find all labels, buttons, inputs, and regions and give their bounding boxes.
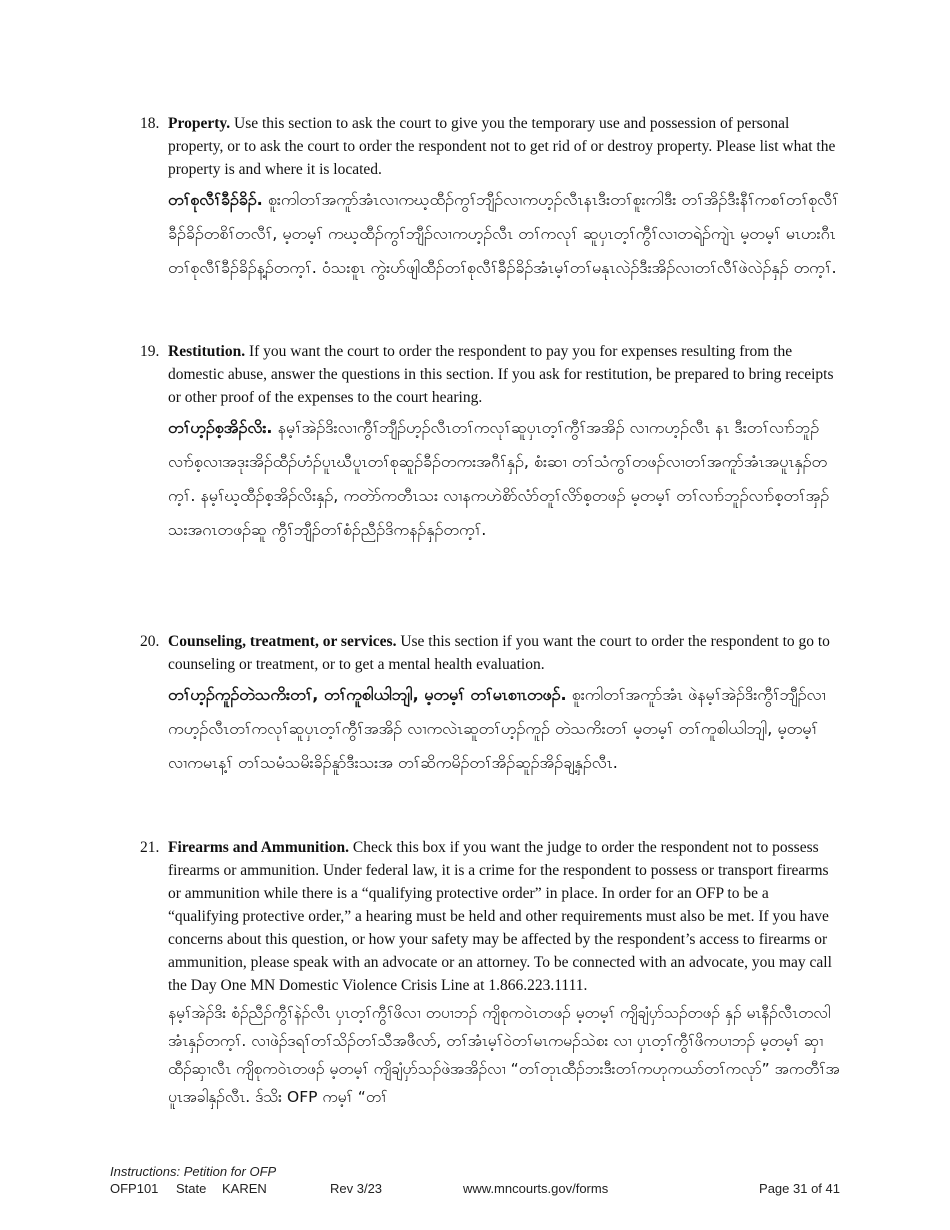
section-number: 19. [140, 343, 160, 360]
section-title: Restitution. [168, 343, 246, 360]
karen-title: တၢ်ဟ့ၣ်ကူၣ်တဲသကိးတၢ်, တၢ်ကူစါယါဘျါ, မ့တမ့ၢ် တၢ်မၤစၢၤတဖၣ်. [168, 685, 567, 704]
english-text: Use this section if you want the court to order the respondent to go to counseling or treatment, or to get a mental health evaluation. [168, 633, 830, 673]
footer-language: KAREN [222, 1181, 267, 1196]
footer-page-number: Page 31 of 41 [759, 1181, 840, 1196]
section-title: Counseling, treatment, or services. [168, 633, 397, 650]
section-19-restitution [140, 340, 840, 547]
section-number: 21. [140, 839, 160, 856]
karen-text: စူးကါတၢ်အကူာ်အံၤလၢကဃ့ထီၣ်ကွၢ်ဘျီၣ်လၢကဟ့ၣ်လီၤနၤဒီးတၢ်စူးကါဒီး တၢ်အိၣ်ဒီးနီၢ်ကစၢ်တၢ်စုလီၢ်ခီၣ်ခိၣ်တစိၢ်တလီၢ်, မ့တမ့ၢ် ကဃ့ထီၣ်ကွၢ်ဘျီၣ်လၢကဟ့ၣ်လီၤ တၢ်ကလုၢ် ဆူပှၤတ့ၢ်ကွီၢ်လၢတရဲၣ်ကျဲၤ မ့တမ့ၢ် မၤဟးဂီၤတၢ်စုလီၢ်ခီၣ်ခိၣ်န့ၣ်တက့ၢ်. ဝံသးစူၤ ကွဲးဟ်ဖျါထီၣ်တၢ်စုလီၢ်ခီၣ်ခိၣ်အံၤမ့ၢ်တၢ်မနုၤလဲၣ်ဒီးအိၣ်လၢတၢ်လီၢ်ဖဲလဲၣ်နှၣ် တက့ၢ်. [168, 190, 839, 277]
english-text: Check this box if you want the judge to order the respondent not to possess firearms or ammunition. Under federal law, it is a crime for the respondent to possess or transport firearms or ammunition while there is a “qualifying protective order” in place. In order for an OFP to be a “qualifying protective order,” a hearing must be held and other requirements must also be met. If you have concerns about this question, or how your safety may be affected by the respondent’s access to firearms or ammunition, please speak with an advocate or an attorney. To be connected with an advocate, you may call the Day One MN Domestic Violence Crisis Line at 1.866.223.1111. [168, 839, 832, 994]
karen-paragraph [168, 411, 840, 547]
section-21-firearms [140, 836, 840, 1111]
karen-title: တၢ်စုလီၢ်ခီၣ်ခိၣ်. [168, 190, 263, 209]
karen-paragraph [168, 678, 840, 780]
karen-paragraph [168, 999, 840, 1111]
section-title: Property. [168, 115, 231, 132]
english-paragraph [168, 836, 840, 997]
section-18-property [140, 112, 840, 285]
section-title: Firearms and Ammunition. [168, 839, 349, 856]
karen-paragraph [168, 183, 840, 285]
karen-text: နမ့ၢ်အဲၣ်ဒိးလၢကွီၢ်ဘျီၣ်ဟ့ၣ်လီၤတၢ်ကလုၢ်ဆူပှၤတ့ၢ်ကွီၢ်အအိၣ် လၢကဟ့ၣ်လီၤ နၤ ဒီးတၢ်လၢာ်ဘူၣ်လၢာ်စ့လၢအဒုးအိၣ်ထီၣ်ဟံၣ်ပူၤဃီပူၤတၢ်စုဆူၣ်ခီၣ်တကးအဂီၢ်နှၣ်, စံးဆၢ တၢ်သံကွၢ်တဖၣ်လၢတၢ်အကူာ်အံၤအပူၤနှၣ်တက့ၢ်. နမ့ၢ်ဃ့ထီၣ်စ့အိၣ်လိးနှၣ်, ကတဲာ်ကတီၤသး လၢနကဟဲစိာ်လံာ်တူၢ်လိာ်စ့တဖၣ် မ့တမ့ၢ် တၢ်လၢာ်ဘူၣ်လၢာ်စ့တၢ်အှၣ်သးအဂၤတဖၣ်ဆူ ကွီၢ်ဘျီၣ်တၢ်စံၣ်ညီၣ်ဒိကနၣ်နှၣ်တက့ၢ်. [168, 418, 830, 539]
footer-row [110, 1180, 840, 1198]
footer-state: State [176, 1181, 207, 1196]
karen-text: စူးကါတၢ်အကူာ်အံၤ ဖဲနမ့ၢ်အဲၣ်ဒိးကွီၢ်ဘျီၣ်လၢကဟ့ၣ်လီၤတၢ်ကလုၢ်ဆူပှၤတ့ၢ်ကွီၢ်အအိၣ် လၢကလဲၤဆူတၢ်ဟ့ၣ်ကူၣ် တဲသကိးတၢ် မ့တမ့ၢ် တၢ်ကူစါယါဘျါ, မ့တမ့ၢ် လၢကမၤန့ၢ် တၢ်သမံသမိးခိၣ်နူာ်ဒီးသးအ တၢ်ဆိကမိၣ်တၢ်အိၣ်ဆူၣ်အိၣ်ချ့နှၣ်လီၤ. [168, 685, 826, 772]
karen-text: နမ့ၢ်အဲၣ်ဒိး စံၣ်ညီၣ်ကွီၢ်နဲၣ်လီၤ ပှၤတ့ၢ်ကွီၢ်ဖိလၢ တပၢဘၣ် ကျိစုကဝဲၤတဖၣ် မ့တမ့ၢ် ကျိချံပှာ်သၣ်တဖၣ် နှၣ် မၤနီၣ်လီၤတလါအံၤနှၣ်တက့ၢ်. လၢဖဲၣ်ဒရၢ်တၢ်သိၣ်တၢ်သီအဖီလာ်, တၢ်အံၤမ့ၢ်ဝဲတၢ်မၤကမၣ်သဲစး လၢ ပှၤတ့ၢ်ကွီၢ်ဖိကပၢဘၣ် မ့တမ့ၢ် ဆှၢထီၣ်ဆှၢလီၤ ကျိစုကဝဲၤတဖၣ် မ့တမ့ၢ် ကျိချံပှာ်သၣ်ဖဲအအိၣ်လၢ “တၢ်တုၤထီၣ်ဘးဒီးတၢ်ကဟုကယာ်တၢ်ကလုာ်” အကတီၢ်အပူၤအခါနှၣ်လီၤ. ဒ်သိး OFP ကမ့ၢ် “တၢ် [168, 1004, 840, 1106]
footer-url: www.mncourts.gov/forms [463, 1181, 609, 1196]
english-text: Use this section to ask the court to give you the temporary use and possession of personal property, or to ask the court to order the respondent not to get rid of or destroy property. Please list what the property is and where it is located. [168, 115, 836, 178]
footer-form: OFP101 [110, 1181, 159, 1196]
section-number: 18. [140, 115, 160, 132]
english-paragraph [168, 630, 840, 676]
footer-title: Instructions: Petition for OFP [110, 1164, 277, 1179]
section-20-counseling [140, 630, 840, 780]
karen-title: တၢ်ဟ့ၣ်စ့အိၣ်လိး. [168, 418, 273, 437]
section-number: 20. [140, 633, 160, 650]
english-paragraph [168, 112, 840, 181]
page-footer [110, 1163, 840, 1198]
footer-rev: Rev 3/23 [330, 1181, 383, 1196]
english-text: If you want the court to order the respondent to pay you for expenses resulting from the domestic abuse, answer the questions in this section. If you ask for restitution, be prepared to bring receipts or other proof of the expenses to the court hearing. [168, 343, 834, 406]
english-paragraph [168, 340, 840, 409]
